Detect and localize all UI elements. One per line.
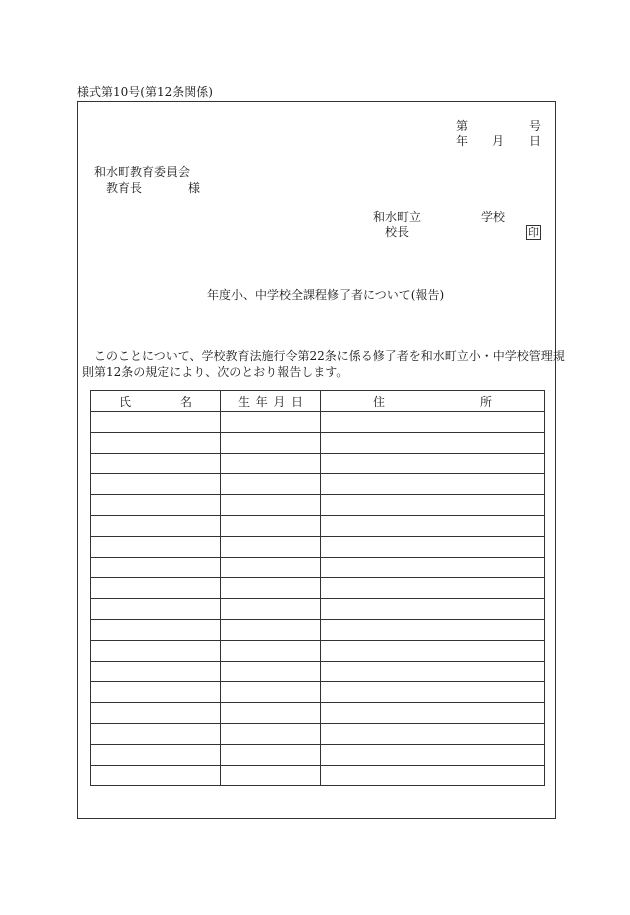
col-header-name: 氏 名: [91, 391, 221, 412]
sender-school-suffix: 学校: [481, 210, 506, 224]
date-day-label: 日: [529, 134, 542, 148]
form-label: 様式第10号(第12条関係): [77, 85, 213, 99]
address-cell[interactable]: [321, 474, 545, 495]
address-cell[interactable]: [321, 619, 545, 640]
body-line-2: 則第12条の規定により、次のとおり報告します。: [82, 365, 349, 379]
seal-mark: [526, 225, 541, 240]
dob-cell[interactable]: [221, 744, 321, 765]
address-cell[interactable]: [321, 744, 545, 765]
table-row: [91, 412, 545, 433]
name-cell[interactable]: [91, 723, 221, 744]
name-cell[interactable]: [91, 474, 221, 495]
name-cell[interactable]: [91, 765, 221, 786]
dob-cell[interactable]: [221, 536, 321, 557]
date-year-label: 年: [456, 134, 469, 148]
name-cell[interactable]: [91, 432, 221, 453]
name-cell[interactable]: [91, 453, 221, 474]
col-header-address: 住 所: [321, 391, 545, 412]
name-cell[interactable]: [91, 661, 221, 682]
table-row: [91, 432, 545, 453]
table-row: [91, 723, 545, 744]
dob-cell[interactable]: [221, 474, 321, 495]
dob-cell[interactable]: [221, 412, 321, 433]
table-row: [91, 536, 545, 557]
dob-cell[interactable]: [221, 432, 321, 453]
records-table: [90, 390, 545, 786]
address-cell[interactable]: [321, 682, 545, 703]
name-cell[interactable]: [91, 578, 221, 599]
address-cell[interactable]: [321, 432, 545, 453]
table-row: [91, 515, 545, 536]
doc-number-prefix: 第: [456, 119, 469, 133]
address-cell[interactable]: [321, 703, 545, 724]
dob-cell[interactable]: [221, 557, 321, 578]
dob-cell[interactable]: [221, 640, 321, 661]
dob-cell[interactable]: [221, 578, 321, 599]
table-row: [91, 703, 545, 724]
table-row: [91, 474, 545, 495]
table-row: [91, 682, 545, 703]
address-cell[interactable]: [321, 578, 545, 599]
address-cell[interactable]: [321, 765, 545, 786]
address-cell[interactable]: [321, 723, 545, 744]
table-row: [91, 599, 545, 620]
table-row: [91, 557, 545, 578]
dob-cell[interactable]: [221, 495, 321, 516]
table-row: [91, 744, 545, 765]
table-row: [91, 578, 545, 599]
date-month-label: 月: [492, 134, 505, 148]
doc-number-suffix: 号: [529, 119, 542, 133]
table-row: [91, 495, 545, 516]
address-cell[interactable]: [321, 495, 545, 516]
name-cell[interactable]: [91, 495, 221, 516]
addressee-title: 教育長: [106, 181, 143, 195]
dob-cell[interactable]: [221, 619, 321, 640]
table-header-row: [91, 391, 545, 412]
address-cell[interactable]: [321, 557, 545, 578]
subject-title: 年度小、中学校全課程修了者について(報告): [207, 288, 445, 302]
addressee-organization: 和水町教育委員会: [94, 165, 191, 179]
address-cell[interactable]: [321, 515, 545, 536]
name-cell[interactable]: [91, 536, 221, 557]
name-cell[interactable]: [91, 619, 221, 640]
dob-cell[interactable]: [221, 765, 321, 786]
table-row: [91, 453, 545, 474]
name-cell[interactable]: [91, 599, 221, 620]
address-cell[interactable]: [321, 536, 545, 557]
address-cell[interactable]: [321, 453, 545, 474]
seal-label: 印: [528, 226, 539, 239]
dob-cell[interactable]: [221, 682, 321, 703]
dob-cell[interactable]: [221, 599, 321, 620]
sender-school-prefix: 和水町立: [373, 210, 422, 224]
addressee-honorific: 様: [188, 181, 201, 195]
address-cell[interactable]: [321, 599, 545, 620]
name-cell[interactable]: [91, 515, 221, 536]
table-row: [91, 619, 545, 640]
address-cell[interactable]: [321, 412, 545, 433]
dob-cell[interactable]: [221, 661, 321, 682]
table-row: [91, 765, 545, 786]
table-row: [91, 640, 545, 661]
dob-cell[interactable]: [221, 515, 321, 536]
dob-cell[interactable]: [221, 453, 321, 474]
col-header-dob: 生 年 月 日: [221, 391, 321, 412]
name-cell[interactable]: [91, 640, 221, 661]
sender-title: 校長: [385, 225, 410, 239]
name-cell[interactable]: [91, 557, 221, 578]
dob-cell[interactable]: [221, 703, 321, 724]
name-cell[interactable]: [91, 682, 221, 703]
address-cell[interactable]: [321, 640, 545, 661]
name-cell[interactable]: [91, 412, 221, 433]
table-row: [91, 661, 545, 682]
body-line-1: このことについて、学校教育法施行令第22条に係る修了者を和水町立小・中学校管理規: [94, 349, 565, 363]
dob-cell[interactable]: [221, 723, 321, 744]
name-cell[interactable]: [91, 703, 221, 724]
name-cell[interactable]: [91, 744, 221, 765]
address-cell[interactable]: [321, 661, 545, 682]
